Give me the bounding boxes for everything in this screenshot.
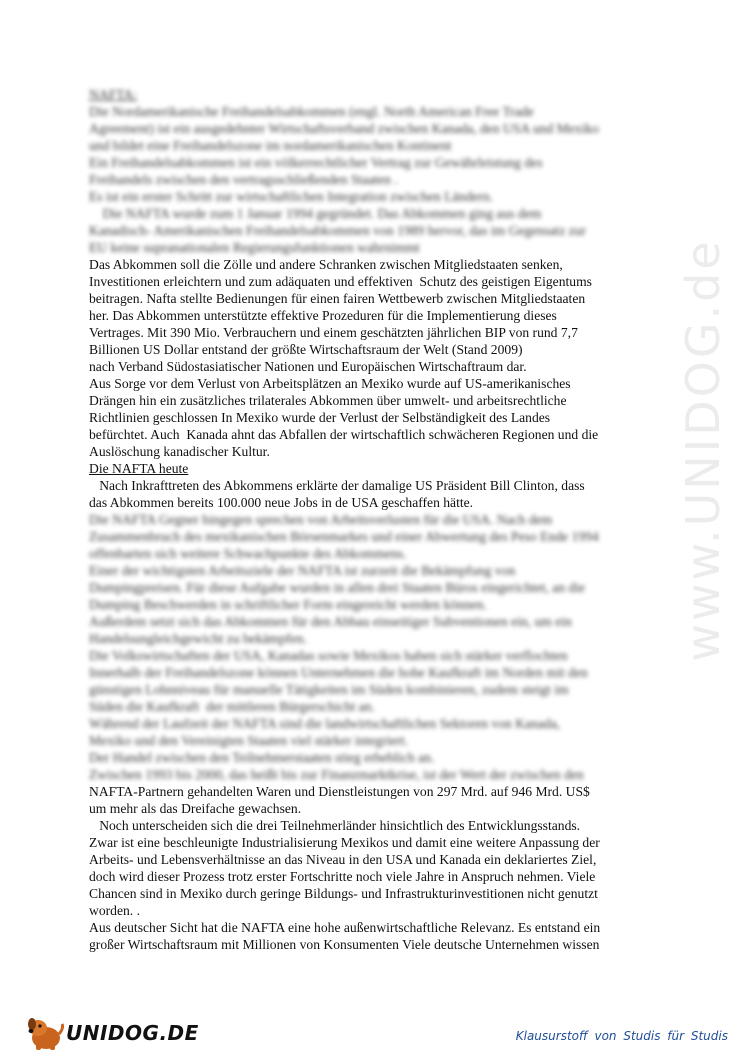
text-line: Dumping Beschwerden in schriftlicher Form eingereicht werden können. <box>89 597 487 612</box>
text-line: Arbeits- und Lebensverhältnisse an das Niveau in den USA und Kanada ein deklariertes Ziel, <box>89 852 597 867</box>
text-line: worden. . <box>89 903 140 918</box>
text-line: Aus deutscher Sicht hat die NAFTA eine hohe außenwirtschaftliche Relevanz. Es entstand ein <box>89 920 601 935</box>
text-line: Innerhalb der Freihandelszone können Unternehmen die hohe Kaufkraft im Norden mit den <box>89 665 588 680</box>
text-line: Die Nordamerikanische Freihandelsabkommen (engl. North American Free Trade <box>89 104 534 119</box>
section-heading: Die NAFTA heute <box>89 461 189 476</box>
text-line: Aus Sorge vor dem Verlust von Arbeitsplätzen an Mexiko wurde auf US-amerikanisches <box>89 376 571 391</box>
text-line: und bildet eine Freihandelszone im nordamerikanischen Kontinent <box>89 138 452 153</box>
text-line: Ein Freihandelsabkommen ist ein völkerrechtlicher Vertrag zur Gewährleistung des <box>89 155 543 170</box>
text-line: Agreement) ist ein ausgedehnter Wirtschaftsverband zwischen Kanada, den USA und Mexiko <box>89 121 599 136</box>
text-line: Nach Inkrafttreten des Abkommens erklärte der damalige US Präsident Bill Clinton, dass <box>89 478 585 493</box>
text-line: Süden die Kaufkraft der mittleren Bürgerschicht an. <box>89 699 375 714</box>
text-line: Außerdem setzt sich das Abkommen für den Abbau einseitiger Subventionen ein, um ein <box>89 614 572 629</box>
text-line: Handelsungleichgewicht zu bekämpfen. <box>89 631 307 646</box>
text-line: beitragen. Nafta stellte Bedienungen für einen fairen Wettbewerb zwischen Mitgliedstaaten <box>89 291 586 306</box>
text-line: Noch unterscheiden sich die drei Teilnehmerländer hinsichtlich des Entwicklungsstands. <box>89 818 581 833</box>
text-line: günstigen Lohnniveau für manuelle Tätigkeiten im Süden kombinieren, zudem steigt im <box>89 682 569 697</box>
logo-text: UNIDOG.DE <box>66 1021 199 1045</box>
text-line: befürchtet. Auch Kanada ahnt das Abfallen der wirtschaftlich schwächeren Regionen und die <box>89 427 599 442</box>
text-line: Zwischen 1993 bis 2000, das heißt bis zur Finanzmarktkrise, ist der Wert der zwischen den <box>89 767 584 782</box>
text-line: Auslöschung kanadischer Kultur. <box>89 444 270 459</box>
text-line: Die NAFTA wurde zum 1 Januar 1994 gegründet. Das Abkommen ging aus dem <box>89 206 542 221</box>
text-line: Zusammenbruch des mexikanischen Börsenmarkes und einer Abwertung des Peso Ende 1994 <box>89 529 599 544</box>
text-line: Die Volkswirtschaften der USA, Kanadas sowie Mexikos haben sich stärker verflochten <box>89 648 568 663</box>
text-line: großer Wirtschaftsraum mit Millionen von Konsumenten Viele deutsche Unternehmen wissen <box>89 937 600 952</box>
text-line: offenbarten sich weitere Schwachpunkte des Abkommens. <box>89 546 407 561</box>
text-line: EU keine supranationalen Regierungsfunktionen wahrnimmt <box>89 240 420 255</box>
text-line: NAFTA-Partnern gehandelten Waren und Dienstleistungen von 297 Mrd. auf 946 Mrd. US$ <box>89 784 590 799</box>
text-line: Freihandels zwischen den vertragsschließenden Staaten . <box>89 172 398 187</box>
text-line: Billionen US Dollar entstand der größte Wirtschaftsraum der Welt (Stand 2009) <box>89 342 523 357</box>
watermark: www.UNIDOG.de <box>676 238 730 662</box>
dog-mascot-icon <box>24 1014 64 1052</box>
text-line: Chancen sind in Mexiko durch geringe Bildungs- und Infrastrukturinvestitionen nicht genutzt <box>89 886 598 901</box>
text-line: Mexiko und den Vereinigten Staaten viel stärker integriert. <box>89 733 409 748</box>
text-line: Während der Laufzeit der NAFTA sind die landwirtschaftlichen Sektoren von Kanada, <box>89 716 561 731</box>
text-line: nach Verband Südostasiatischer Nationen und Europäischen Wirtschaftraum dar. <box>89 359 527 374</box>
text-line: Vertrages. Mit 390 Mio. Verbrauchern und einem geschätzten jährlichen BIP von rund 7,7 <box>89 325 578 340</box>
text-line: um mehr als das Dreifache gewachsen. <box>89 801 302 816</box>
text-line: das Abkommen bereits 100.000 neue Jobs in de USA geschaffen hätte. <box>89 495 474 510</box>
footer-tagline: Klausurstoff von Studis für Studis <box>515 1029 728 1043</box>
section-heading: NAFTA: <box>89 87 138 102</box>
text-line: Dumpingpreisen. Für diese Aufgabe wurden in allen drei Staaten Büros eingerichtet, an die <box>89 580 586 595</box>
text-line: Die NAFTA Gegner hingegen sprechen von Arbeitsverlusten für die USA. Nach dem <box>89 512 553 527</box>
text-line: doch wird dieser Prozess trotz erster Fortschritte noch viele Jahre in Anspruch nehmen. Viele <box>89 869 596 884</box>
text-line: Kanadisch- Amerikanischen Freihandelsabkommen von 1989 hervor, das im Gegensatz zur <box>89 223 586 238</box>
text-line: Das Abkommen soll die Zölle und andere Schranken zwischen Mitgliedstaaten senken, <box>89 257 563 272</box>
text-line: Es ist ein erster Schritt zur wirtschaftlichen Integration zwischen Ländern. <box>89 189 493 204</box>
page-footer <box>0 1008 750 1060</box>
text-line: her. Das Abkommen unterstützte effektive Prozeduren für die Implementierung dieses <box>89 308 557 323</box>
text-line: Investitionen erleichtern und zum adäquaten und effektiven Schutz des geistigen Eigentums <box>89 274 592 289</box>
text-line: Zwar ist eine beschleunigte Industrialisierung Mexikos und damit eine weitere Anpassung der <box>89 835 600 850</box>
text-line: Richtlinien geschlossen In Mexiko wurde der Verlust der Selbständigkeit des Landes <box>89 410 551 425</box>
text-line: Einer der wichtigsten Arbeitsziele der NAFTA ist zurzeit die Bekämpfung von <box>89 563 516 578</box>
unidog-logo[interactable] <box>24 1014 199 1052</box>
document-body <box>89 86 689 953</box>
text-line: Drängen hin ein zusätzliches trilaterales Abkommen über umwelt- und arbeitsrechtliche <box>89 393 567 408</box>
text-line: Der Handel zwischen den Teilnehmerstaaten stieg erheblich an. <box>89 750 435 765</box>
